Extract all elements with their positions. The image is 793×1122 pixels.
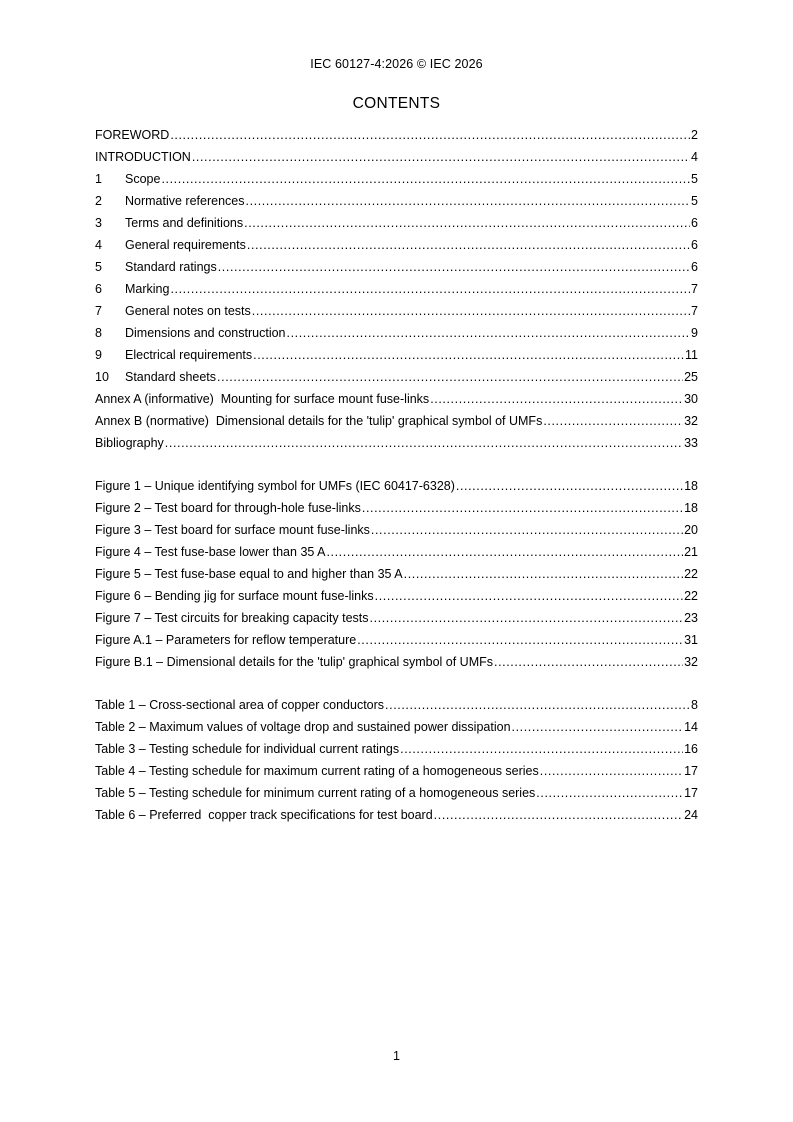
toc-entry-page: 7: [691, 282, 698, 296]
toc-entry-title: Table 1 – Cross-sectional area of copper conductors: [95, 698, 385, 712]
toc-entry-page: 6: [691, 260, 698, 274]
toc-entry-page: 6: [691, 216, 698, 230]
toc-leader-dots: [430, 388, 683, 410]
toc-entry-title: Table 2 – Maximum values of voltage drop and sustained power dissipation: [95, 720, 511, 734]
toc-table-entry[interactable]: [95, 782, 698, 804]
toc-entry-title: INTRODUCTION: [95, 150, 191, 164]
toc-figure-entry[interactable]: [95, 497, 698, 519]
toc-entry-page: 21: [684, 545, 698, 559]
toc-entry-title: Scope: [125, 172, 161, 186]
toc-entry-annex-b[interactable]: [95, 410, 698, 432]
toc-leader-dots: [253, 344, 684, 366]
toc-entry-title: Annex A (informative) Mounting for surface mount fuse-links: [95, 392, 430, 406]
toc-leader-dots: [536, 782, 683, 804]
toc-entry-foreword[interactable]: [95, 124, 698, 146]
toc-entry-title: Standard ratings: [125, 260, 217, 274]
toc-entry-page: 30: [684, 392, 698, 406]
toc-entry-title: Table 4 – Testing schedule for maximum current rating of a homogeneous series: [95, 764, 539, 778]
toc-entry-title: General requirements: [125, 238, 246, 252]
toc-figure-entry[interactable]: [95, 475, 698, 497]
toc-entry-title: Annex B (normative) Dimensional details for the 'tulip' graphical symbol of UMFs: [95, 414, 543, 428]
toc-entry-title: Figure 3 – Test board for surface mount fuse-links: [95, 523, 370, 537]
toc-entry-page: 9: [691, 326, 698, 340]
toc-leader-dots: [252, 300, 690, 322]
toc-leader-dots: [543, 410, 683, 432]
toc-entry-number: 1: [95, 172, 102, 186]
toc-leader-dots: [404, 563, 683, 585]
toc-leader-dots: [456, 475, 683, 497]
toc-entry-number: 2: [95, 194, 102, 208]
toc-entry-page: 5: [691, 172, 698, 186]
toc-leader-dots: [512, 716, 684, 738]
toc-leader-dots: [375, 585, 683, 607]
toc-entry-number: 5: [95, 260, 102, 274]
toc-entry-number: 6: [95, 282, 102, 296]
toc-entry-title: Figure 4 – Test fuse-base lower than 35 A: [95, 545, 326, 559]
toc-leader-dots: [326, 541, 683, 563]
toc-entry-page: 8: [691, 698, 698, 712]
toc-entry-title: Figure B.1 – Dimensional details for the 'tulip' graphical symbol of UMFs: [95, 655, 493, 669]
toc-entry-page: 22: [684, 589, 698, 603]
toc-figure-entry[interactable]: [95, 563, 698, 585]
toc-entry-bibliography[interactable]: [95, 432, 698, 454]
toc-entry-page: 32: [684, 655, 698, 669]
toc-entry-terms-and-definitions[interactable]: [95, 212, 698, 234]
toc-entry-number: 10: [95, 370, 109, 384]
toc-entry-title: Table 5 – Testing schedule for minimum current rating of a homogeneous series: [95, 786, 536, 800]
toc-entry-page: 33: [684, 436, 698, 450]
page-number: 1: [393, 1049, 400, 1063]
toc-entry-title: General notes on tests: [125, 304, 251, 318]
toc-entry-page: 4: [691, 150, 698, 164]
toc-leader-dots: [217, 366, 683, 388]
toc-figure-entry[interactable]: [95, 607, 698, 629]
toc-leader-dots: [192, 146, 690, 168]
toc-leader-dots: [434, 804, 683, 826]
toc-entry-title: Dimensions and construction: [125, 326, 286, 340]
toc-entry-page: 17: [684, 786, 698, 800]
toc-entry-title: Figure 7 – Test circuits for breaking capacity tests: [95, 611, 369, 625]
toc-entry-title: Normative references: [125, 194, 245, 208]
toc-leader-dots: [400, 738, 683, 760]
toc-leader-dots: [357, 629, 683, 651]
toc-entry-page: 14: [684, 720, 698, 734]
toc-entry-general-notes-on-tests[interactable]: [95, 300, 698, 322]
toc-figure-entry[interactable]: [95, 541, 698, 563]
toc-entry-page: 18: [684, 479, 698, 493]
toc-figure-entry[interactable]: [95, 519, 698, 541]
toc-entry-annex-a[interactable]: [95, 388, 698, 410]
toc-entry-page: 24: [684, 808, 698, 822]
toc-entry-page: 22: [684, 567, 698, 581]
toc-entry-title: Figure 5 – Test fuse-base equal to and higher than 35 A: [95, 567, 403, 581]
toc-entry-title: Figure 6 – Bending jig for surface mount fuse-links: [95, 589, 374, 603]
toc-entry-title: Figure A.1 – Parameters for reflow temperature: [95, 633, 357, 647]
toc-entry-title: Terms and definitions: [125, 216, 244, 230]
toc-entry-number: 7: [95, 304, 102, 318]
toc-entry-title: FOREWORD: [95, 128, 170, 142]
toc-entry-number: 8: [95, 326, 102, 340]
toc-leader-dots: [170, 124, 690, 146]
toc-leader-dots: [170, 278, 690, 300]
toc-entry-title: Electrical requirements: [125, 348, 253, 362]
toc-entry-page: 25: [684, 370, 698, 384]
toc-entry-title: Figure 2 – Test board for through-hole fuse-links: [95, 501, 361, 515]
toc-entry-page: 31: [684, 633, 698, 647]
toc-leader-dots: [385, 694, 690, 716]
toc-entry-title: Table 6 – Preferred copper track specifications for test board: [95, 808, 433, 822]
toc-entry-title: Bibliography: [95, 436, 164, 450]
toc-tables-list: [95, 694, 698, 826]
toc-table-entry[interactable]: [95, 804, 698, 826]
toc-entry-page: 6: [691, 238, 698, 252]
toc-entry-normative-references[interactable]: [95, 190, 698, 212]
toc-entry-page: 7: [691, 304, 698, 318]
toc-entry-dimensions-and-construction[interactable]: [95, 322, 698, 344]
toc-table-entry[interactable]: [95, 694, 698, 716]
toc-leader-dots: [165, 432, 683, 454]
toc-entry-title: Standard sheets: [125, 370, 217, 384]
toc-sections-list: [95, 124, 698, 454]
toc-entry-marking[interactable]: [95, 278, 698, 300]
toc-entry-number: 4: [95, 238, 102, 252]
toc-entry-title: Table 3 – Testing schedule for individual current ratings: [95, 742, 400, 756]
toc-entry-introduction[interactable]: [95, 146, 698, 168]
toc-entry-number: 9: [95, 348, 102, 362]
toc-entry-electrical-requirements[interactable]: [95, 344, 698, 366]
toc-entry-title: Marking: [125, 282, 170, 296]
toc-figure-entry[interactable]: [95, 585, 698, 607]
toc-entry-page: 32: [684, 414, 698, 428]
toc-entry-standard-sheets[interactable]: [95, 366, 698, 388]
toc-leader-dots: [540, 760, 683, 782]
toc-leader-dots: [494, 651, 683, 673]
toc-entry-page: 5: [691, 194, 698, 208]
contents-title: CONTENTS: [352, 95, 441, 112]
toc-figure-entry[interactable]: [95, 651, 698, 673]
toc-entry-page: 2: [691, 128, 698, 142]
toc-leader-dots: [246, 190, 691, 212]
toc-leader-dots: [370, 607, 684, 629]
toc-entry-page: 16: [684, 742, 698, 756]
toc-entry-page: 20: [684, 523, 698, 537]
toc-leader-dots: [287, 322, 691, 344]
toc-leader-dots: [218, 256, 690, 278]
toc-entry-page: 11: [685, 348, 698, 362]
toc-figures-list: [95, 475, 698, 673]
toc-entry-scope[interactable]: [95, 168, 698, 190]
toc-leader-dots: [244, 212, 690, 234]
toc-entry-page: 23: [684, 611, 698, 625]
toc-entry-number: 3: [95, 216, 102, 230]
toc-entry-page: 17: [684, 764, 698, 778]
toc-leader-dots: [362, 497, 683, 519]
toc-leader-dots: [161, 168, 690, 190]
toc-entry-general-requirements[interactable]: [95, 234, 698, 256]
toc-entry-title: Figure 1 – Unique identifying symbol for UMFs (IEC 60417-6328): [95, 479, 455, 493]
toc-leader-dots: [247, 234, 690, 256]
toc-entry-standard-ratings[interactable]: [95, 256, 698, 278]
toc-table-entry[interactable]: [95, 738, 698, 760]
document-reference-header: IEC 60127-4:2026 © IEC 2026: [310, 57, 483, 71]
toc-leader-dots: [371, 519, 683, 541]
toc-entry-page: 18: [684, 501, 698, 515]
toc-table-entry[interactable]: [95, 760, 698, 782]
toc-figure-entry[interactable]: [95, 629, 698, 651]
toc-table-entry[interactable]: [95, 716, 698, 738]
